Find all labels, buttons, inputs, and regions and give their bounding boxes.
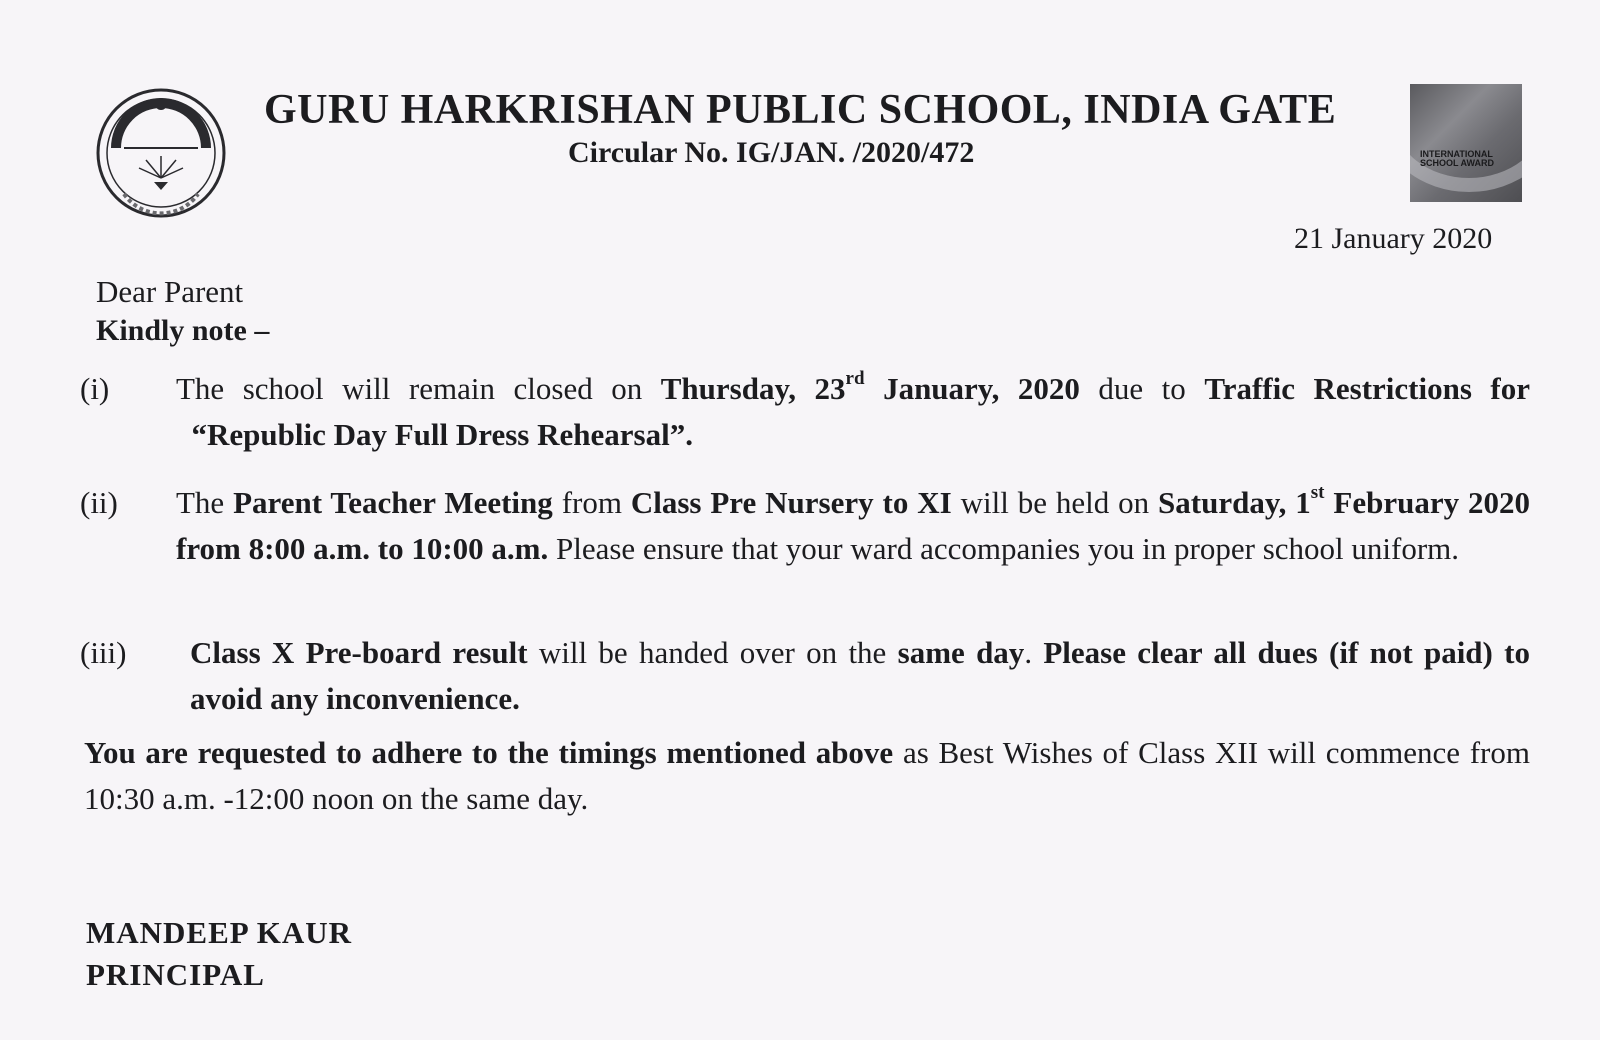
- item-text-segment: due to: [1079, 371, 1205, 406]
- item-text: [190, 630, 1530, 722]
- signatory-title: PRINCIPAL: [86, 957, 265, 992]
- circular-number: Circular No. IG/JAN. /2020/472: [568, 136, 975, 169]
- school-emblem-icon: [94, 86, 228, 220]
- list-item: [80, 480, 1530, 572]
- item-bold-segment: Parent Teacher Meeting: [233, 485, 553, 520]
- circular-date: 21 January 2020: [1294, 222, 1493, 255]
- item-bold-segment: Class X Pre-board result: [190, 635, 528, 670]
- item-bold-segment: Traffic Restrictions for “Republic Day Full Dress Rehearsal”.: [176, 371, 1530, 452]
- signature-block: [86, 912, 352, 996]
- list-item: [80, 366, 1530, 458]
- item-bold-segment: January, 2020: [864, 371, 1080, 406]
- item-bold-segment: Thursday, 23: [660, 371, 846, 406]
- badge-text: INTERNATIONAL SCHOOL AWARD: [1420, 149, 1495, 168]
- item-text: [176, 366, 1530, 458]
- item-number: (ii): [80, 485, 118, 520]
- item-bold-segment: same day: [897, 635, 1025, 670]
- item-text-segment: from: [552, 485, 631, 520]
- item-text-segment: will be handed over on the: [527, 635, 898, 670]
- closing-paragraph: [84, 730, 1530, 822]
- item-text: [176, 480, 1530, 572]
- school-name: GURU HARKRISHAN PUBLIC SCHOOL, INDIA GATE: [264, 87, 1337, 133]
- item-bold-segment: Please clear all dues (if not paid) to avoid any inconvenience.: [190, 635, 1530, 716]
- item-superscript: st: [1310, 481, 1325, 503]
- item-bold-segment: Class Pre Nursery to XI: [630, 485, 952, 520]
- item-number: (i): [80, 371, 110, 406]
- item-text-segment: The: [176, 485, 234, 520]
- closing-bold-segment: You are requested to adhere to the timings mentioned above: [84, 735, 894, 770]
- item-text-segment: .: [1024, 635, 1044, 670]
- item-bold-segment: Saturday, 1: [1158, 485, 1311, 520]
- item-number: (iii): [80, 635, 127, 670]
- badge-arc-graphic: [1410, 84, 1522, 192]
- item-text-segment: will be held on: [951, 485, 1159, 520]
- list-item: [80, 630, 1530, 722]
- item-superscript: rd: [845, 367, 865, 389]
- item-bold-segment: February 2020 from 8:00 a.m. to 10:00 a.m.: [176, 485, 1530, 566]
- intro-note: Kindly note –: [96, 314, 270, 347]
- closing-text-segment: as Best Wishes of Class XII will commence from 10:30 a.m. -12:00 noon on the same day.: [84, 735, 1530, 816]
- international-school-award-badge: [1410, 84, 1522, 202]
- item-text-segment: The school will remain closed on: [176, 371, 661, 406]
- signatory-name: MANDEEP KAUR: [86, 915, 353, 950]
- salutation: Dear Parent: [96, 274, 244, 309]
- item-text-segment: Please ensure that your ward accompanies you in proper school uniform.: [548, 531, 1460, 566]
